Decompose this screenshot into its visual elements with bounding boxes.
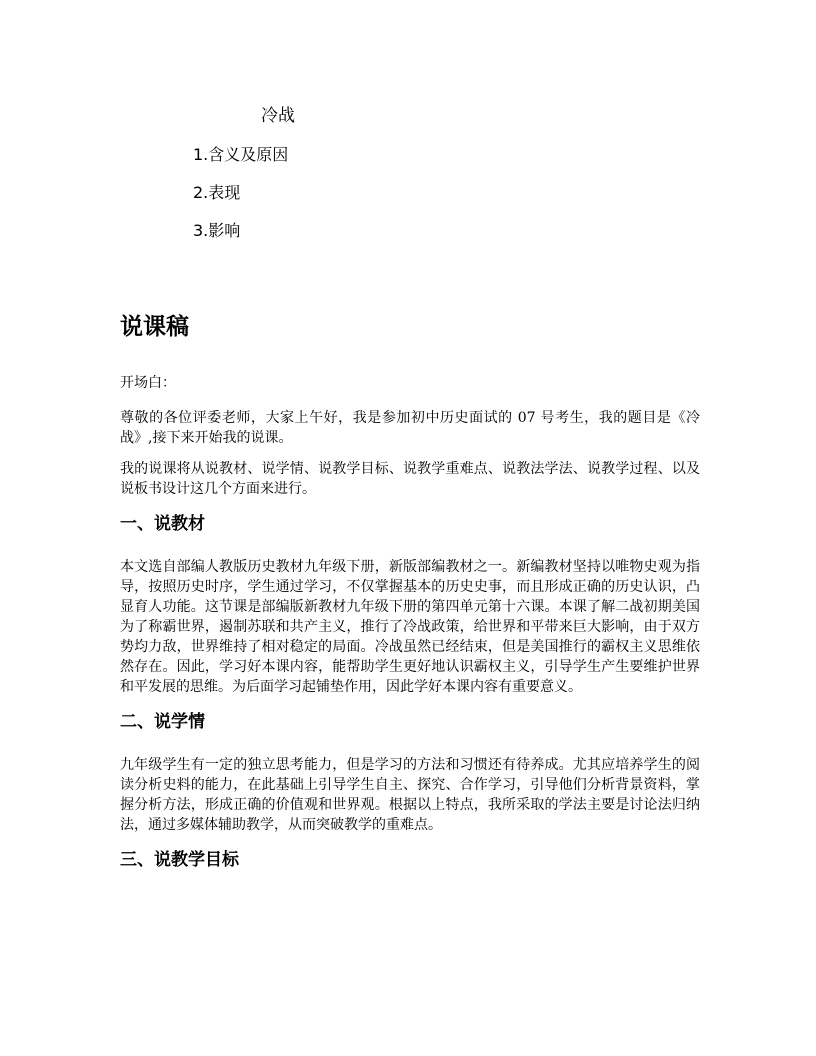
document-title: 说课稿 bbox=[120, 314, 189, 340]
section-heading-students: 二、说学情 bbox=[120, 712, 205, 732]
outline-item-manifestations: 2.表现 bbox=[193, 183, 241, 202]
section-body-textbook: 本文选自部编人教版历史教材九年级下册，新版部编教材之一。新编教材坚持以唯物史观为指导，按照历史时序，学生通过学习，不仅掌握基本的历史史事，而且形成正确的历史认识，凸显育人功能。这节课是部编版新教材九年级下册的第四单元第十六课。本课了解二战初期美国为了称霸世界，遏制苏联和共产主义，推行了冷战政策，给世界和平带来巨大影响，由于双方势均力敌，世界维持了相对稳定的局面。冷战虽然已经结束，但是美国推行的霸权主义思维依然存在。因此，学习好本课内容，能帮助学生更好地认识霸权主义，引导学生产生要维护世界和平发展的思维。为后面学习起铺垫作用，因此学好本课内容有重要意义。 bbox=[120, 559, 700, 695]
lecture-script bbox=[120, 310, 700, 893]
outline-title: 冷战 bbox=[261, 106, 295, 126]
intro-paragraph-greeting: 尊敬的各位评委老师，大家上午好，我是参加初中历史面试的 07 号考生，我的题目是《冷战》,接下来开始我的说课。 bbox=[120, 410, 700, 446]
intro-paragraph-outline: 我的说课将从说教材、说学情、说教学目标、说教学重难点、说教法学法、说教学过程、以及说板书设计这几个方面来进行。 bbox=[120, 461, 700, 497]
section-heading-textbook: 一、说教材 bbox=[120, 514, 205, 534]
outline-item-meaning-and-causes: 1.含义及原因 bbox=[193, 145, 289, 164]
opening-label: 开场白： bbox=[120, 375, 176, 391]
section-body-students: 九年级学生有一定的独立思考能力，但是学习的方法和习惯还有待养成。尤其应培养学生的阅读分析史料的能力，在此基础上引导学生自主、探究、合作学习，引导他们分析背景资料，掌握分析方法，形成正确的价值观和世界观。根据以上特点，我所采取的学法主要是讨论法归纳法，通过多媒体辅助教学，从而突破教学的重难点。 bbox=[120, 757, 700, 833]
section-heading-objectives: 三、说教学目标 bbox=[120, 850, 239, 870]
outline-item-impact: 3.影响 bbox=[193, 221, 241, 240]
